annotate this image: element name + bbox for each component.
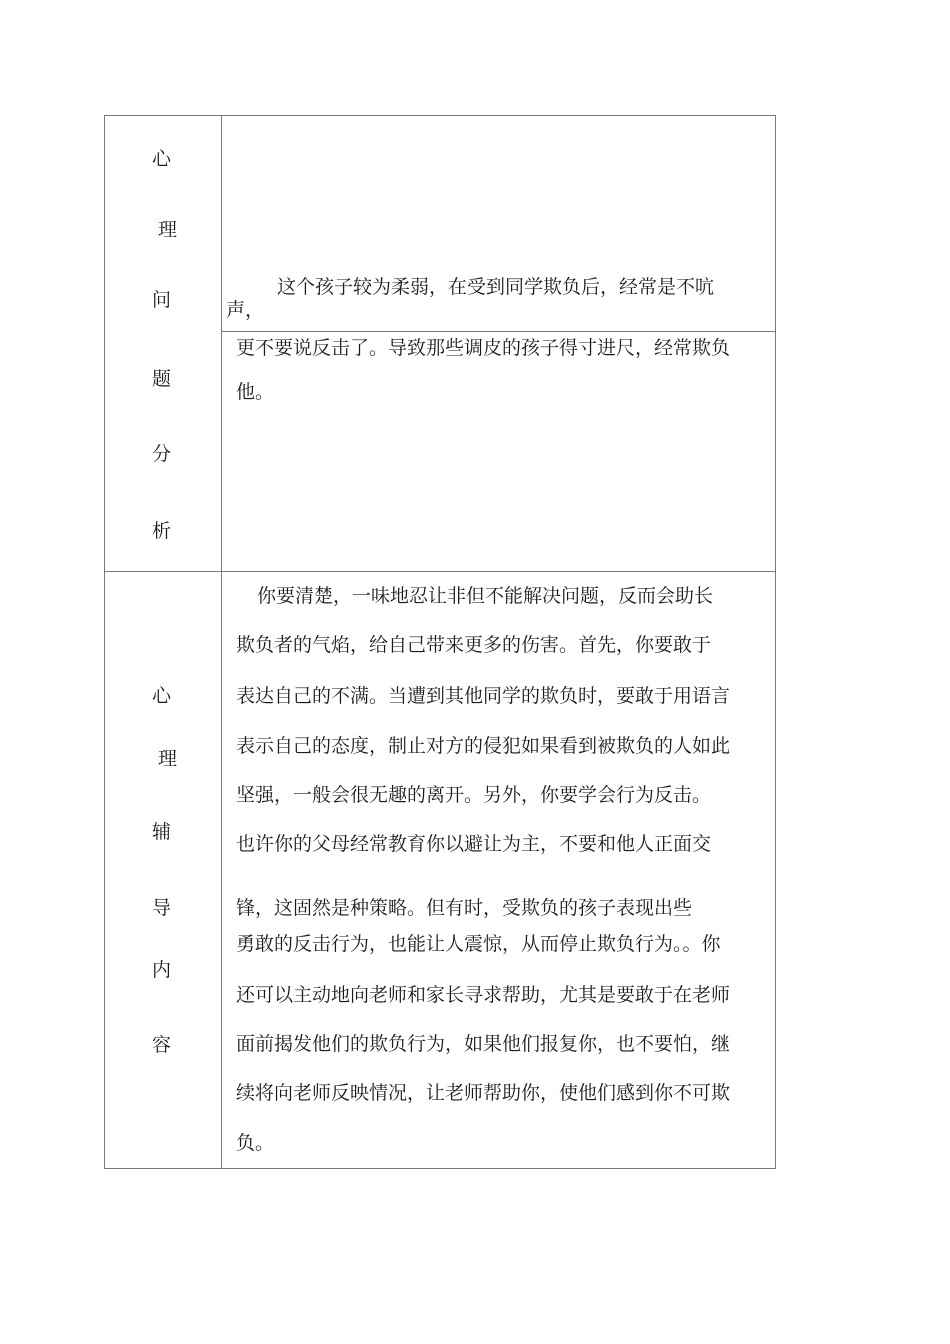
section-divider xyxy=(104,571,776,572)
section1-label-char: 问 xyxy=(152,289,172,311)
section2-label-char: 辅 xyxy=(152,821,172,843)
section1-label-char: 心 xyxy=(152,148,172,170)
paragraph-line: 声， xyxy=(226,299,265,321)
section1-label-char: 理 xyxy=(158,219,178,241)
paragraph-line: 你要清楚，一味地忍让非但不能解决问题，反而会助长 xyxy=(257,585,714,607)
paragraph-line: 欺负者的气焰，给自己带来更多的伤害。首先，你要敢于 xyxy=(236,634,712,656)
paragraph-line: 勇敢的反击行为，也能让人震惊，从而停止欺负行为。。你 xyxy=(236,933,721,955)
paragraph-line: 表达自己的不满。当遭到其他同学的欺负时，要敢于用语言 xyxy=(236,685,731,707)
section2-label-char: 容 xyxy=(152,1034,172,1056)
section1-label-char: 分 xyxy=(152,443,172,465)
section2-label-char: 心 xyxy=(152,685,172,707)
section2-label-char: 内 xyxy=(152,959,172,981)
paragraph-line: 还可以主动地向老师和家长寻求帮助，尤其是要敢于在老师 xyxy=(236,984,731,1006)
paragraph-line: 续将向老师反映情况，让老师帮助你，使他们感到你不可欺 xyxy=(236,1082,731,1104)
section1-label-char: 析 xyxy=(152,520,172,542)
inner-cell-divider xyxy=(221,331,776,332)
paragraph-line: 他。 xyxy=(236,381,275,403)
section2-label-char: 导 xyxy=(152,897,172,919)
column-divider xyxy=(221,115,222,1169)
paragraph-line: 这个孩子较为柔弱，在受到同学欺负后，经常是不吭 xyxy=(277,276,715,298)
paragraph-line: 负。 xyxy=(236,1132,275,1154)
paragraph-line: 更不要说反击了。导致那些调皮的孩子得寸进尺，经常欺负 xyxy=(236,337,731,359)
paragraph-line: 表示自己的态度，制止对方的侵犯如果看到被欺负的人如此 xyxy=(236,735,731,757)
section1-label-char: 题 xyxy=(152,368,172,390)
paragraph-line: 锋，这固然是种策略。但有时，受欺负的孩子表现出些 xyxy=(236,897,693,919)
paragraph-line: 也许你的父母经常教育你以避让为主，不要和他人正面交 xyxy=(236,833,712,855)
section2-label-char: 理 xyxy=(158,748,178,770)
paragraph-line: 坚强，一般会很无趣的离开。另外，你要学会行为反击。 xyxy=(236,784,712,806)
paragraph-line: 面前揭发他们的欺负行为，如果他们报复你，也不要怕，继 xyxy=(236,1033,731,1055)
